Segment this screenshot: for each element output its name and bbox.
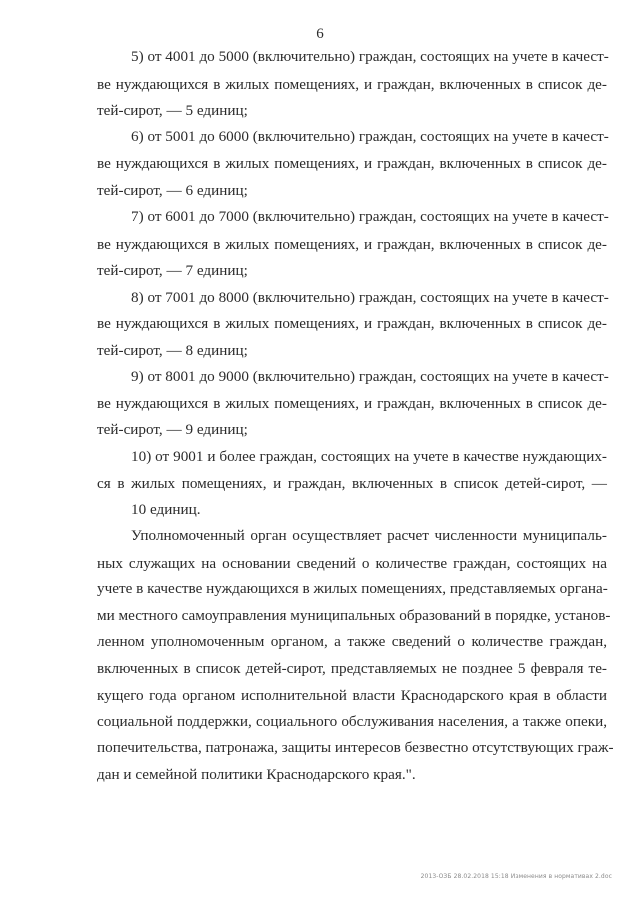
list-item-line: 9) от 8001 до 9000 (включительно) граждан, состоящих на учете в качест- <box>131 368 609 385</box>
list-item-line: 10 единиц. <box>131 501 201 518</box>
paragraph-line: дан и семейной политики Краснодарского края.". <box>97 766 416 783</box>
paragraph-line: кущего года органом исполнительной власти Краснодарского края в области <box>97 687 607 704</box>
paragraph-line: Уполномоченный орган осуществляет расчет численности муниципаль- <box>131 527 607 544</box>
list-item-line: тей-сирот, — 8 единиц; <box>97 342 248 359</box>
paragraph-line: социальной поддержки, социального обслуживания населения, а также опеки, <box>97 713 607 730</box>
list-item-line: тей-сирот, — 6 единиц; <box>97 182 248 199</box>
file-footer: 2013-ОЗБ 28.02.2018 15:18 Изменения в нормативах 2.doc <box>420 873 612 880</box>
paragraph-line: учете в качестве нуждающихся в жилых помещениях, представляемых органа- <box>97 580 608 597</box>
list-item-line: ся в жилых помещениях, и граждан, включенных в список детей-сирот, — <box>97 475 607 492</box>
list-item-line: ве нуждающихся в жилых помещениях, и граждан, включенных в список де- <box>97 236 607 253</box>
list-item-line: ве нуждающихся в жилых помещениях, и граждан, включенных в список де- <box>97 395 607 412</box>
list-item-line: 6) от 5001 до 6000 (включительно) граждан, состоящих на учете в качест- <box>131 128 609 145</box>
page-number: 6 <box>316 26 324 42</box>
paragraph-line: ми местного самоуправления муниципальных образований в порядке, установ- <box>97 607 611 624</box>
paragraph-line: ленном уполномоченным органом, а также сведений о количестве граждан, <box>97 633 607 650</box>
list-item-line: ве нуждающихся в жилых помещениях, и граждан, включенных в список де- <box>97 315 607 332</box>
list-item-line: 5) от 4001 до 5000 (включительно) граждан, состоящих на учете в качест- <box>131 48 609 65</box>
list-item-line: ве нуждающихся в жилых помещениях, и граждан, включенных в список де- <box>97 155 607 172</box>
list-item-line: тей-сирот, — 7 единиц; <box>97 262 248 279</box>
list-item-line: тей-сирот, — 5 единиц; <box>97 102 248 119</box>
list-item-line: 8) от 7001 до 8000 (включительно) граждан, состоящих на учете в качест- <box>131 289 609 306</box>
list-item-line: тей-сирот, — 9 единиц; <box>97 421 248 438</box>
paragraph-line: ных служащих на основании сведений о количестве граждан, состоящих на <box>97 555 607 572</box>
paragraph-line: попечительства, патронажа, защиты интересов безвестно отсутствующих граж- <box>97 739 614 756</box>
list-item-line: 10) от 9001 и более граждан, состоящих на учете в качестве нуждающих- <box>131 448 607 465</box>
paragraph-line: включенных в список детей-сирот, представляемых не позднее 5 февраля те- <box>97 660 607 677</box>
list-item-line: 7) от 6001 до 7000 (включительно) граждан, состоящих на учете в качест- <box>131 208 609 225</box>
list-item-line: ве нуждающихся в жилых помещениях, и граждан, включенных в список де- <box>97 76 607 93</box>
